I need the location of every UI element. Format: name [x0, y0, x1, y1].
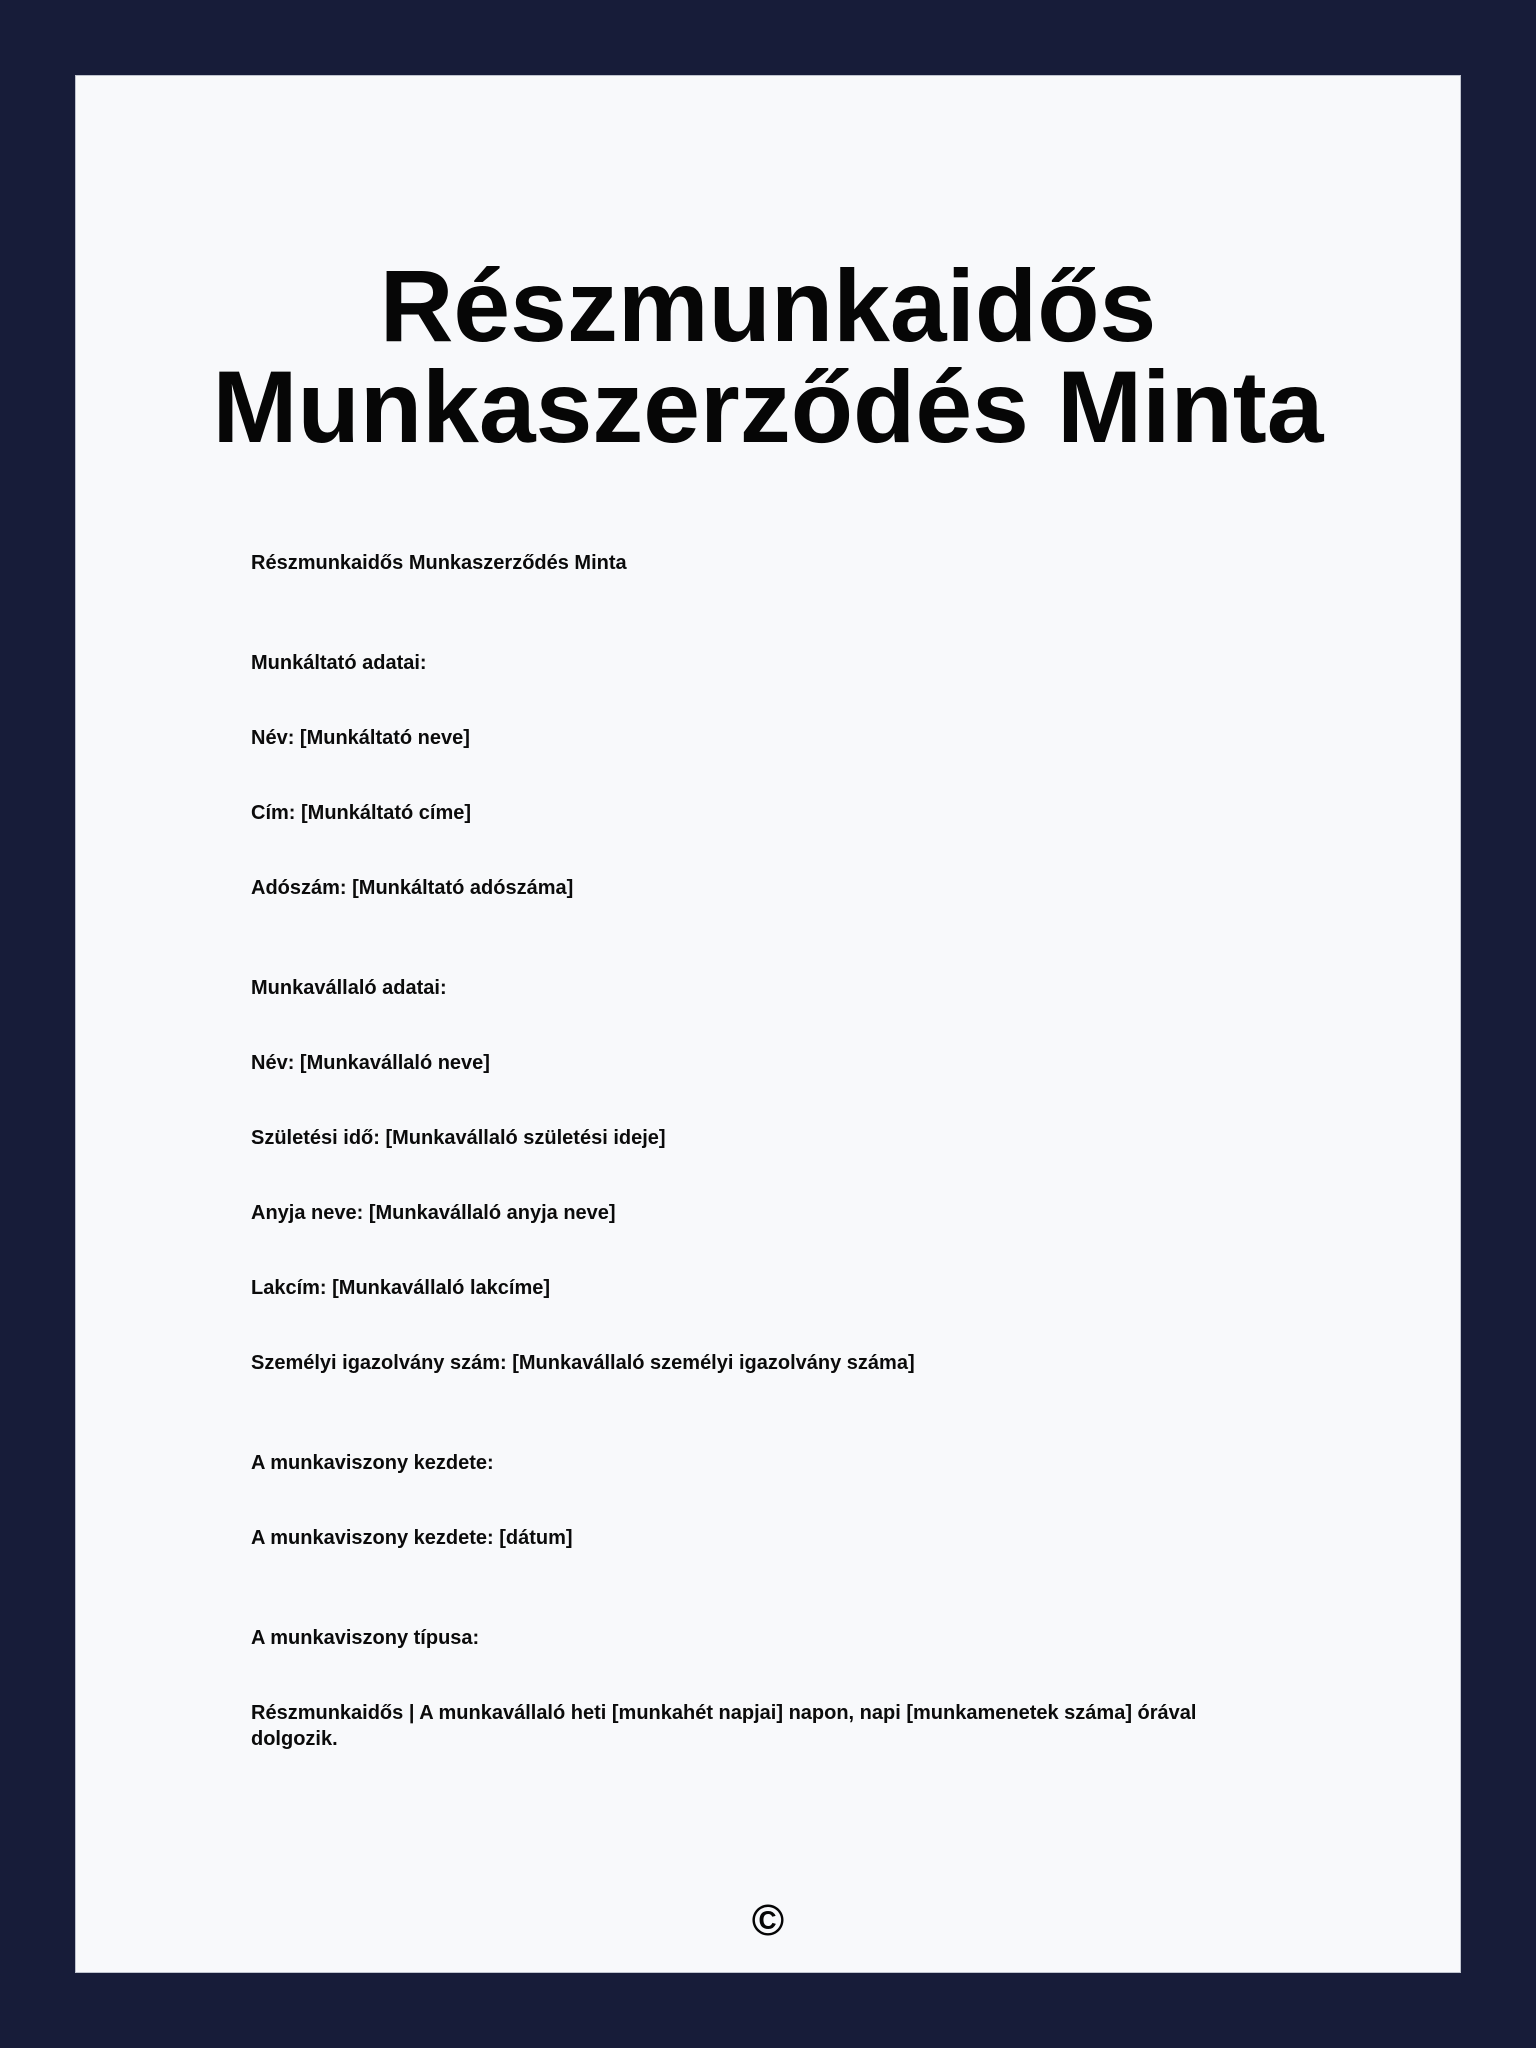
document-title-line-1: Részmunkaidős — [379, 249, 1157, 363]
employee-name: Név: [Munkavállaló neve] — [251, 1052, 490, 1074]
employer-address: Cím: [Munkáltató címe] — [251, 802, 472, 824]
employee-address: Lakcím: [Munkavállaló lakcíme] — [251, 1277, 551, 1299]
employer-heading: Munkáltató adatai: — [251, 652, 427, 674]
document-subtitle: Részmunkaidős Munkaszerződés Minta — [251, 552, 627, 574]
employee-heading: Munkavállaló adatai: — [251, 977, 447, 999]
employer-tax-number: Adószám: [Munkáltató adószáma] — [251, 877, 574, 899]
employee-id-number: Személyi igazolvány szám: [Munkavállaló személyi igazolvány száma] — [251, 1352, 915, 1374]
type-description: Részmunkaidős | A munkavállaló heti [munkahét napjai] napon, napi [munkamenetek száma] órával dolgozik. — [251, 1702, 1197, 1750]
document-title — [76, 249, 1460, 464]
document-page — [75, 75, 1461, 1973]
copyright-icon: © — [751, 1896, 785, 1945]
employer-name: Név: [Munkáltató neve] — [251, 727, 470, 749]
employee-birth-date: Születési idő: [Munkavállaló születési ideje] — [251, 1127, 666, 1149]
start-heading: A munkaviszony kezdete: — [251, 1452, 494, 1474]
start-date: A munkaviszony kezdete: [dátum] — [251, 1527, 573, 1549]
document-title-line-2: Munkaszerződés Minta — [212, 350, 1324, 464]
type-heading: A munkaviszony típusa: — [251, 1627, 480, 1649]
employee-mother-name: Anyja neve: [Munkavállaló anyja neve] — [251, 1202, 616, 1224]
